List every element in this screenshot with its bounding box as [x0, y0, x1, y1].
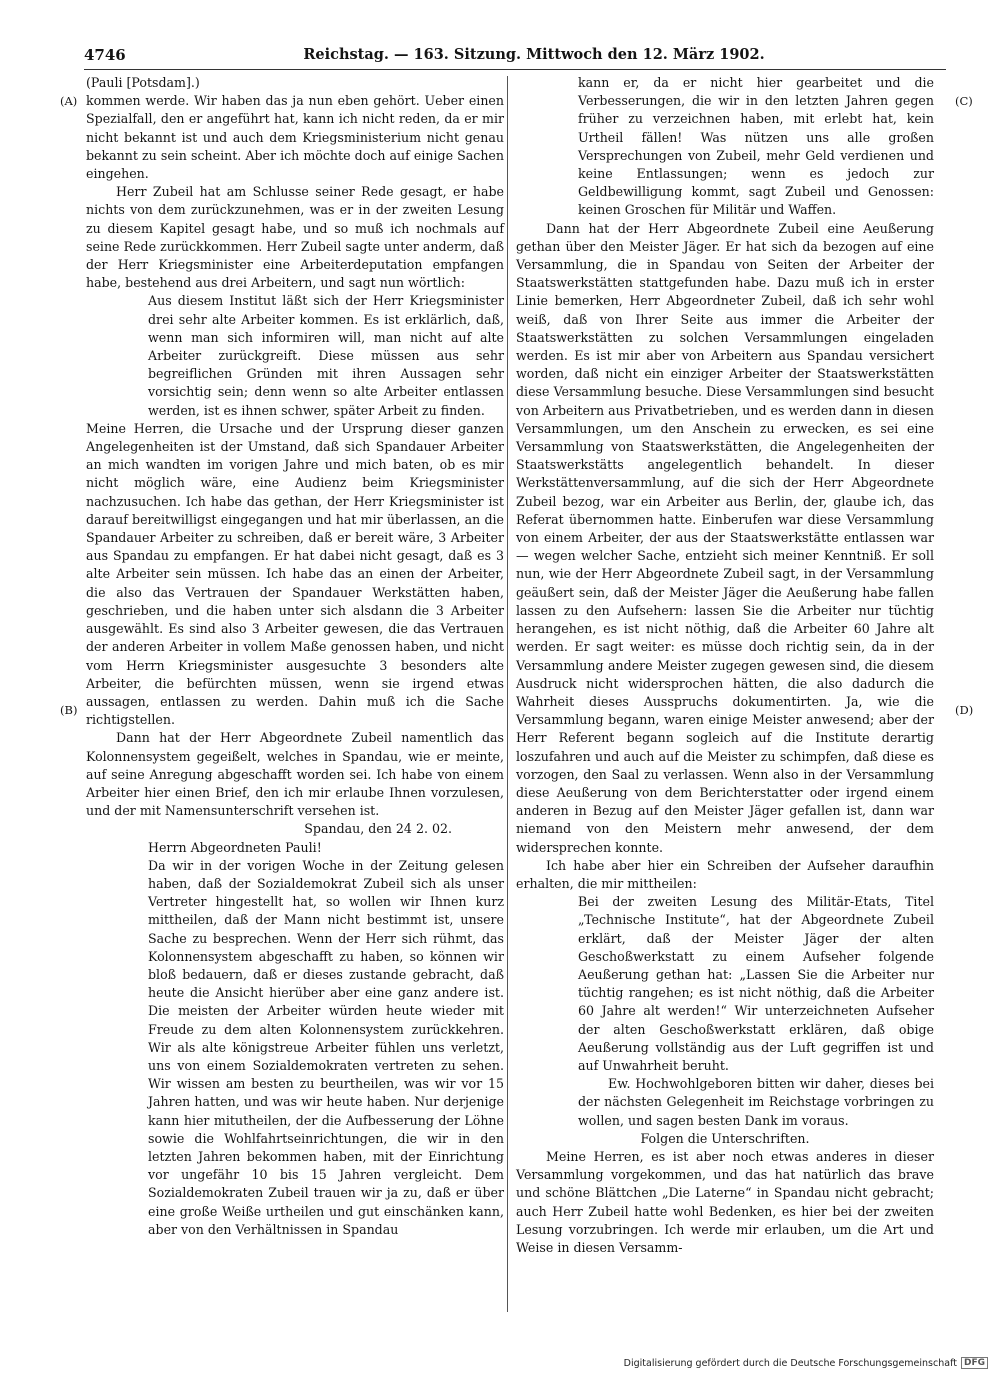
- letter-dateline: Spandau, den 24 2. 02.: [304, 821, 452, 837]
- block-quote: Ew. Hochwohlgeboren bitten wir daher, dieses bei der nächsten Gelegenheit im Reichstage vorbringen zu wollen, und sagen besten Dank im voraus.: [578, 1076, 934, 1128]
- page-number: 4746: [84, 46, 126, 64]
- letter-body: Da wir in der vorigen Woche in der Zeitung gelesen haben, daß der Sozialdemokrat Zubeil sich als unser Vertreter hingestellt hat, so wollen wir Ihnen kurz mittheilen, daß der Mann nicht bestimmt ist, unsere Sache zu besprechen. Wenn der Herr sich rühmt, das Kolonnensystem abgeschafft zu haben, so können wir bloß bedauern, daß er dieses zustande gebracht, daß heute die Ansicht hierüber aber eine ganz andere ist. Die meisten der Arbeiter würden heute wieder mit Freude zu dem alten Kolonnensystem zurückkehren. Wir als alte königstreue Arbeiter fühlen uns verletzt, uns von einem Sozialdemokraten vertreten zu sehen. Wir wissen am besten zu beurtheilen, was wir vor 15 Jahren hatten, und was wir heute haben. Nur derjenige kann hier mitutheilen, der die Aufbesserung der Löhne sowie die Wohlfahrtseinrichtungen, die wir in den letzten Jahren bekommen haben, mit der Einrichtung vor ungefähr 10 bis 15 Jahren vergleicht. Dem Sozialdemokraten Zubeil trauen wir ja zu, daß er über eine große Weiße urtheilen und gut einschänken kann, aber von den Verhältnissen in Spandau: [148, 857, 504, 1237]
- speaker-label: (Pauli [Potsdam].): [86, 75, 200, 90]
- column-divider: [507, 76, 508, 1312]
- running-head: Reichstag. — 163. Sitzung. Mittwoch den 12. März 1902.: [303, 46, 765, 63]
- letter-body-continued: kann er, da er nicht hier gearbeitet und die Verbesserungen, die wir in den letzten Jahren gegen früher zu verzeichnen haben, mit erlebt hat, kein Urtheil fällen! Was nützen uns alle großen Versprechungen von Zubeil, mehr Geld verdienen und keine Entlassungen; wenn es jedoch zur Geldbewilligung kommt, sagt Zubeil und Genossen: keinen Groschen für Militär und Waffen.: [578, 75, 934, 218]
- margin-marker-d: (D): [955, 703, 974, 717]
- paragraph: Meine Herren, es ist aber noch etwas anderes in dieser Versammlung vorgekommen, und das hat natürlich das brave und schöne Blättchen „Die Laterne“ in Spandau nicht gebracht; auch Herr Zubeil hatte wohl Bedenken, es hier bei der zweiten Lesung vorzubringen. Ich werde mir erlauben, um die Art und Weise in diesen Versamm-: [516, 1148, 934, 1255]
- paragraph: Meine Herren, die Ursache und der Ursprung dieser ganzen Angelegenheiten ist der Umstand, daß sich Spandauer Arbeiter an mich wandten im vorigen Jahre und mich baten, ob es mir nicht möglich wäre, eine Audienz beim Kriegsminister nachzusuchen. Ich habe das gethan, der Herr Kriegsminister ist darauf bereitwilligst eingegangen und hat mir überlassen, an die Spandauer Arbeiter zu schreiben, daß er bereit wäre, 3 Arbeiter aus Spandau zu empfangen. Er hat dabei nicht gesagt, daß es 3 alte Arbeiter sein müssen. Ich habe das an einen der Arbeiter, die also das Vertrauen der Spandauer Werkstätten haben, geschrieben, und die haben unter sich alsdann die 3 Arbeiter ausgewählt. Es sind also 3 Arbeiter gewesen, die das Vertrauen der anderen Arbeiter in vollem Maße genossen haben, und nicht vom Herrn Kriegsminister ausgesuchte 3 besonders alte Arbeiter, die befürchten müssen, wenn sie irgend etwas aussagen, entlassen zu werden. Dahin muß ich die Sache richtigstellen.: [86, 420, 504, 728]
- margin-marker-b: (B): [60, 703, 78, 717]
- paragraph: kommen werde. Wir haben das ja nun eben gehört. Ueber einen Spezialfall, den er angeführt hat, kann ich nicht reden, da er mir nicht bekannt ist und auch dem Kriegsministerium nicht genau bekannt zu sein scheint. Aber ich möchte doch auf einige Sachen eingehen.: [86, 93, 504, 182]
- paragraph: Ich habe aber hier ein Schreiben der Aufseher daraufhin erhalten, die mir mittheilen:: [516, 857, 934, 891]
- dfg-logo: DFG: [961, 1357, 988, 1369]
- footer: [624, 1357, 988, 1369]
- block-quote: Bei der zweiten Lesung des Militär-Etats, Titel „Technische Institute“, hat der Abgeordnete Zubeil erklärt, daß der Meister Jäger der alten Geschoßwerkstatt zu einem Aufseher folgende Aeußerung gethan hat: „Lassen Sie die Arbeiter nur tüchtig rangehen; es ist nicht nöthig, daß die Arbeiter 60 Jahre alt werden!“ Wir unterzeichneten Aufseher der alten Geschoßwerkstatt erklären, daß obige Aeußerung vollständig aus der Luft gegriffen ist und auf Unwahrheit beruht.: [578, 894, 934, 1073]
- header-rule: [84, 69, 946, 70]
- margin-marker-a: (A): [60, 94, 78, 108]
- margin-marker-c: (C): [955, 94, 973, 108]
- signatures-note: Folgen die Unterschriften.: [640, 1130, 810, 1146]
- block-quote: Aus diesem Institut läßt sich der Herr Kriegsminister drei sehr alte Arbeiter kommen. Es ist erklärlich, daß, wenn man sich informiren will, man nicht auf alte Arbeiter zurückgreift. Diese müssen aus sehr begreiflichen Gründen mit ihren Aussagen sehr vorsichtig sein; denn wenn so alte Arbeiter entlassen werden, ist es ihnen schwer, später Arbeit zu finden.: [148, 293, 504, 418]
- left-column: [86, 74, 504, 1239]
- paragraph: Dann hat der Herr Abgeordnete Zubeil namentlich das Kolonnensystem gegeißelt, welches in Spandau, wie er meinte, auf seine Anregung abgeschafft worden sei. Ich habe von einem Arbeiter hier einen Brief, den ich mir erlaube Ihnen vorzulesen, und der mit Namensunterschrift versehen ist.: [86, 730, 504, 819]
- page-header: [84, 46, 946, 68]
- right-column: [516, 74, 934, 1257]
- paragraph: Dann hat der Herr Abgeordnete Zubeil eine Aeußerung gethan über den Meister Jäger. Er hat sich da bezogen auf eine Versammlung, die in Spandau von Seiten der Arbeiter der Staatswerkstätten stattgefunden habe. Dazu muß ich in erster Linie bemerken, Herr Abgeordneter Zubeil, daß ich sehr wohl weiß, daß von Ihrer Seite aus immer die Arbeiter der Staatswerkstätten zu solchen Versammlungen eingeladen werden. Es ist mir aber von Arbeitern aus Spandau versichert worden, daß nicht ein einziger Arbeiter der Staatswerkstätten diese Versammlung besuche. Diese Versammlungen sind besucht von Arbeitern aus Privatbetrieben, und es werden dann in diesen Versammlungen, um den Anschein zu erwecken, es sei eine Versammlung von Staatswerkstätten, die Angelegenheiten der Staatswerkstätts angelegentlich behandelt. In dieser Werkstättenversammlung, auf die sich der Herr Abgeordnete Zubeil bezog, war ein Arbeiter aus Berlin, der, glaube ich, das Referat übernommen hatte. Einberufen war diese Versammlung von einem Arbeiter, der aus der Staatswerkstätte entlassen war — wegen welcher Sache, entzieht sich meiner Kenntniß. Er soll nun, wie der Herr Abgeordnete Zubeil sagt, in der Versammlung geäußert sein, daß der Meister Jäger die Aeußerung habe fallen lassen zu den Aufsehern: lassen Sie die Arbeiter nur tüchtig herangehen, es ist nicht nöthig, daß die Arbeiter 60 Jahre alt werden. Er sagt weiter: es müsse doch richtig sein, da in der Versammlung andere Meister zugegen gewesen sind, die diesem Ausdruck nicht widersprochen hätten, die also dadurch die Wahrheit dieses Ausspruchs dokumentirten. Ja, wie die Versammlung begann, waren einige Meister anwesend; aber der Herr Referent begann sogleich auf die Institute derartig loszufahren und auch auf die Meister zu schimpfen, daß diese es vorzogen, den Saal zu verlassen. Wenn also in der Versammlung diese Aeußerung von dem Berichterstatter oder irgend einem anderen in Bezug auf den Meister Jäger gefallen ist, dann war niemand von den Meistern mehr anwesend, der dem widersprechen konnte.: [516, 220, 934, 855]
- paragraph: Herr Zubeil hat am Schlusse seiner Rede gesagt, er habe nichts von dem zurückzunehmen, was er in der zweiten Lesung zu diesem Kapitel gesagt habe, und so muß ich nochmals auf seine Rede zurückkommen. Herr Zubeil sagte unter anderm, daß der Herr Kriegsminister eine Arbeiterdeputation empfangen habe, bestehend aus drei Arbeitern, und sagt nun wörtlich:: [86, 184, 504, 291]
- letter-salutation: Herrn Abgeordneten Pauli!: [148, 839, 322, 855]
- footer-text: Digitalisierung gefördert durch die Deutsche Forschungsgemeinschaft: [623, 1357, 957, 1369]
